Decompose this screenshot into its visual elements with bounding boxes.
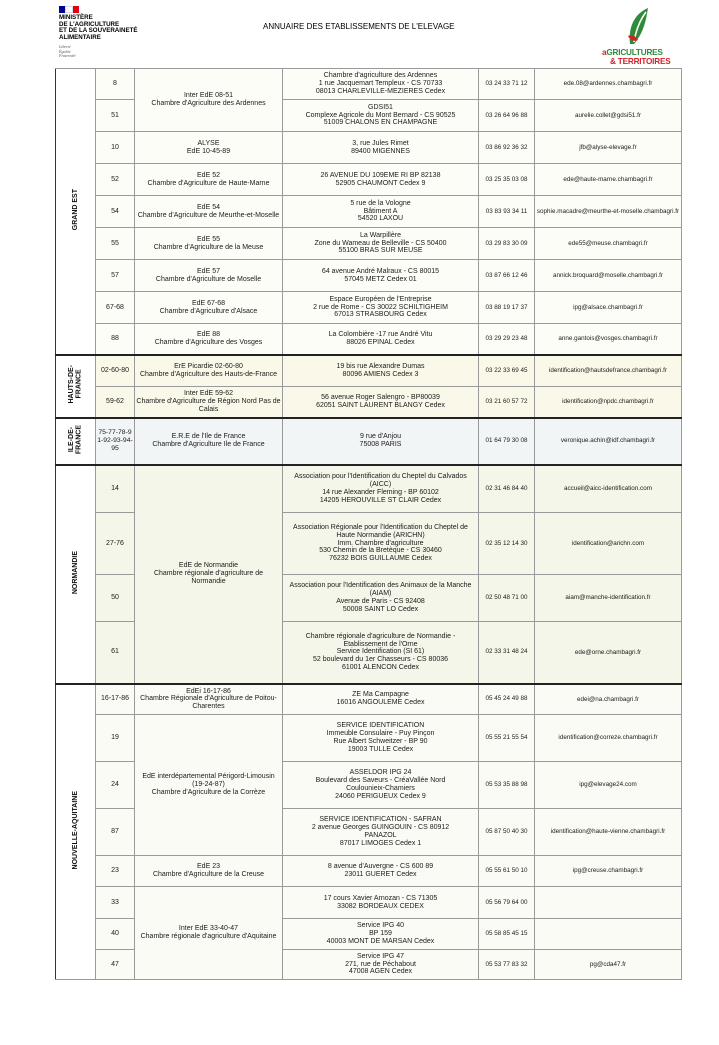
dept-cell: 27-76 [96, 513, 135, 575]
region-cell [56, 418, 96, 465]
address-cell: 9 rue d'Anjou 75008 PARIS [283, 418, 479, 465]
establishment-cell: EdE 57 Chambre d'Agriculture de Moselle [135, 260, 283, 292]
dept-cell: 88 [96, 324, 135, 355]
address-cell: Chambre régionale d'agriculture de Normandie - Etablissement de l'Orne Service Identification (SI 61) 52 boulevard du 1er Chasseurs - CS 80036 61001 ALENCON Cedex [283, 622, 479, 684]
table-row [56, 465, 682, 513]
dept-cell: 59-62 [96, 387, 135, 418]
establishment-cell: ALYSE EdE 10-45-89 [135, 132, 283, 164]
establishments-table [55, 68, 682, 980]
email-cell[interactable] [535, 919, 682, 950]
address-cell: SERVICE IDENTIFICATION Immeuble Consulaire - Puy Pinçon Rue Albert Schweitzer - BP 90 19003 TULLE Cedex [283, 715, 479, 762]
email-cell[interactable]: identification@hautsdefrance.chambagri.fr [535, 355, 682, 387]
establishment-cell: EdE 52 Chambre d'Agriculture de Haute-Marne [135, 164, 283, 196]
table-row [56, 228, 682, 260]
phone-cell: 02 50 48 71 00 [479, 575, 535, 622]
email-cell[interactable]: aurelie.collet@gdsi51.fr [535, 100, 682, 132]
dept-cell: 61 [96, 622, 135, 684]
region-cell [56, 465, 96, 684]
email-cell[interactable]: ipg@alsace.chambagri.fr [535, 292, 682, 324]
establishment-cell: E.R.E de l'Ile de France Chambre d'Agriculture Ile de France [135, 418, 283, 465]
establishment-cell: Inter EdE 08-51 Chambre d'Agriculture des Ardennes [135, 69, 283, 132]
french-flag-icon [59, 6, 79, 13]
phone-cell: 03 25 35 03 08 [479, 164, 535, 196]
address-cell: 56 avenue Roger Salengro - BP80039 62051 SAINT LAURENT BLANGY Cedex [283, 387, 479, 418]
phone-cell: 03 24 33 71 12 [479, 69, 535, 100]
email-cell[interactable]: ede@haute-marne.chambagri.fr [535, 164, 682, 196]
table-row [56, 684, 682, 715]
agricultures-territoires-logo [598, 6, 676, 66]
table-row [56, 887, 682, 919]
dept-cell: 23 [96, 856, 135, 887]
phone-cell: 02 31 46 84 40 [479, 465, 535, 513]
dept-cell: 75-77-78-91-92-93-94-95 [96, 418, 135, 465]
table-row [56, 387, 682, 418]
phone-cell: 05 53 35 88 98 [479, 762, 535, 809]
establishment-cell: EdE 67-68 Chambre d'Agriculture d'Alsace [135, 292, 283, 324]
phone-cell: 03 86 92 36 32 [479, 132, 535, 164]
region-label: ILE-DE- FRANCE [68, 425, 83, 455]
dept-cell: 02-60-80 [96, 355, 135, 387]
dept-cell: 51 [96, 100, 135, 132]
email-cell[interactable]: ipg@creuse.chambagri.fr [535, 856, 682, 887]
dept-cell: 19 [96, 715, 135, 762]
table-row [56, 292, 682, 324]
address-cell: GDSI51 Complexe Agricole du Mont Bernard - CS 90525 51009 CHALONS EN CHAMPAGNE [283, 100, 479, 132]
dept-cell: 67-68 [96, 292, 135, 324]
dept-cell: 10 [96, 132, 135, 164]
address-cell: Association pour l'Identification du Cheptel du Calvados (AICC) 14 rue Alexander Fleming - BP 60102 14205 HEROUVILLE ST CLAIR Cedex [283, 465, 479, 513]
establishment-cell: EdE 54 Chambre d'Agriculture de Meurthe-et-Moselle [135, 196, 283, 228]
email-cell[interactable]: ede55@meuse.chambagri.fr [535, 228, 682, 260]
phone-cell: 03 29 83 30 09 [479, 228, 535, 260]
region-label: GRAND EST [71, 189, 79, 231]
address-cell: Association Régionale pour l'Identification du Cheptel de Haute Normandie (ARICHN) Imm. Chambre d'agriculture 530 Chemin de la Bretèque - CS 30460 76232 BOIS GUILLAUME Cedex [283, 513, 479, 575]
email-cell[interactable]: ede.08@ardennes.chambagri.fr [535, 69, 682, 100]
address-cell: 3, rue Jules Rimet 89400 MIGENNES [283, 132, 479, 164]
page-header [0, 0, 719, 68]
region-label: NOUVELLE-AQUITAINE [71, 791, 79, 870]
address-cell: Espace Européen de l'Entreprise 2 rue de Rome - CS 30022 SCHILTIGHEIM 67013 STRASBOURG Cedex [283, 292, 479, 324]
establishment-cell: EdE interdépartemental Périgord-Limousin (19-24-87) Chambre d'Agriculture de la Corrèze [135, 715, 283, 856]
phone-cell: 05 53 77 83 32 [479, 950, 535, 980]
address-cell: Chambre d'agriculture des Ardennes 1 rue Jacquemart Templeux - CS 70733 08013 CHARLEVILLE-MEZIERES Cedex [283, 69, 479, 100]
phone-cell: 05 58 85 45 15 [479, 919, 535, 950]
establishment-cell: EdEi 16-17-86 Chambre Régionale d'Agriculture de Poitou-Charentes [135, 684, 283, 715]
phone-cell: 03 21 60 57 72 [479, 387, 535, 418]
establishment-cell: EdE de Normandie Chambre régionale d'agriculture de Normandie [135, 465, 283, 684]
phone-cell: 02 35 12 14 30 [479, 513, 535, 575]
address-cell: 17 cours Xavier Arnozan - CS 71305 33082 BORDEAUX CEDEX [283, 887, 479, 919]
dept-cell: 50 [96, 575, 135, 622]
phone-cell: 05 56 79 64 00 [479, 887, 535, 919]
dept-cell: 16-17-86 [96, 684, 135, 715]
dept-cell: 40 [96, 919, 135, 950]
email-cell[interactable]: edei@na.chambagri.fr [535, 684, 682, 715]
region-cell [56, 355, 96, 418]
table-row [56, 164, 682, 196]
establishment-cell: Inter EdE 33-40-47 Chambre régionale d'agriculture d'Aquitaine [135, 887, 283, 980]
phone-cell: 01 64 79 30 08 [479, 418, 535, 465]
phone-cell: 05 55 61 50 10 [479, 856, 535, 887]
table-row [56, 69, 682, 100]
dept-cell: 24 [96, 762, 135, 809]
dept-cell: 52 [96, 164, 135, 196]
table-row [56, 418, 682, 465]
logo-line-1: aGRICULTURES [602, 48, 663, 57]
establishment-cell: Inter EdE 59-62 Chambre d'Agriculture de Région Nord Pas de Calais [135, 387, 283, 418]
leaf-icon [626, 6, 652, 46]
table-row [56, 196, 682, 228]
address-cell: La Warpillère Zone du Wameau de Belleville - CS 50400 55100 BRAS SUR MEUSE [283, 228, 479, 260]
address-cell: 64 avenue André Malraux - CS 80015 57045 METZ Cedex 01 [283, 260, 479, 292]
dept-cell: 14 [96, 465, 135, 513]
email-cell[interactable]: identification@correze.chambagri.fr [535, 715, 682, 762]
address-cell: 19 bis rue Alexandre Dumas 80096 AMIENS Cedex 3 [283, 355, 479, 387]
dept-cell: 33 [96, 887, 135, 919]
address-cell: Association pour l'Identification des Animaux de la Manche (AIAM) Avenue de Paris - CS 92408 50008 SAINT LO Cedex [283, 575, 479, 622]
region-label: NORMANDIE [71, 551, 79, 595]
phone-cell: 03 22 33 69 45 [479, 355, 535, 387]
email-cell[interactable] [535, 887, 682, 919]
dept-cell: 47 [96, 950, 135, 980]
dept-cell: 54 [96, 196, 135, 228]
address-cell: ASSELDOR IPG 24 Boulevard des Saveurs - CréaVallée Nord Coulounieix-Chamiers 24060 PERIGUEUX Cedex 9 [283, 762, 479, 809]
establishment-cell: EdE 55 Chambre d'Agriculture de la Meuse [135, 228, 283, 260]
dept-cell: 8 [96, 69, 135, 100]
email-cell[interactable]: sophie.macadre@meurthe-et-moselle.chambagri.fr [535, 196, 682, 228]
table-row [56, 132, 682, 164]
address-cell: 5 rue de la Vologne Bâtiment A 54520 LAXOU [283, 196, 479, 228]
establishment-cell: EdE 88 Chambre d'Agriculture des Vosges [135, 324, 283, 355]
region-cell [56, 69, 96, 355]
email-cell[interactable]: ipg@elevage24.com [535, 762, 682, 809]
email-cell[interactable]: pg@cda47.fr [535, 950, 682, 980]
table-row [56, 856, 682, 887]
document-title: ANNUAIRE DES ETABLISSEMENTS DE L'ELEVAGE [263, 22, 455, 31]
region-cell [56, 684, 96, 980]
phone-cell: 05 55 21 55 54 [479, 715, 535, 762]
dept-cell: 57 [96, 260, 135, 292]
address-cell: 8 avenue d'Auvergne - CS 600 89 23011 GUERET Cedex [283, 856, 479, 887]
table-row [56, 355, 682, 387]
email-cell[interactable]: accueil@aicc-identification.com [535, 465, 682, 513]
ministry-logo [57, 4, 147, 62]
phone-cell: 03 88 19 17 37 [479, 292, 535, 324]
phone-cell: 03 26 64 96 88 [479, 100, 535, 132]
table-row [56, 260, 682, 292]
address-cell: ZE Ma Campagne 16016 ANGOULEME Cedex [283, 684, 479, 715]
phone-cell: 03 29 29 23 48 [479, 324, 535, 355]
address-cell: 26 AVENUE DU 109EME RI BP 82138 52905 CHAUMONT Cedex 9 [283, 164, 479, 196]
email-cell[interactable]: jfb@alyse-elevage.fr [535, 132, 682, 164]
logo-line-2: & TERRITOIRES [610, 57, 671, 66]
email-cell[interactable]: identification@npdc.chambagri.fr [535, 387, 682, 418]
email-cell[interactable]: identification@arichn.com [535, 513, 682, 575]
address-cell: Service IPG 40 BP 159 40003 MONT DE MARSAN Cedex [283, 919, 479, 950]
email-cell[interactable]: anne.gantois@vosges.chambagri.fr [535, 324, 682, 355]
email-cell[interactable]: aiam@manche-identification.fr [535, 575, 682, 622]
table-row [56, 715, 682, 762]
email-cell[interactable]: identification@haute-vienne.chambagri.fr [535, 809, 682, 856]
address-cell: La Colombière -17 rue André Vitu 88026 EPINAL Cedex [283, 324, 479, 355]
dept-cell: 87 [96, 809, 135, 856]
dept-cell: 55 [96, 228, 135, 260]
phone-cell: 05 87 50 40 30 [479, 809, 535, 856]
address-cell: Service IPG 47 271, rue de Péchabout 47008 AGEN Cedex [283, 950, 479, 980]
phone-cell: 05 45 24 49 88 [479, 684, 535, 715]
establishment-cell: ErE Picardie 02-60-80 Chambre d'Agriculture des Hauts-de-France [135, 355, 283, 387]
phone-cell: 03 83 93 34 11 [479, 196, 535, 228]
email-cell[interactable]: annick.broquard@moselle.chambagri.fr [535, 260, 682, 292]
email-cell[interactable]: veronique.achin@idf.chambagri.fr [535, 418, 682, 465]
phone-cell: 03 87 66 12 46 [479, 260, 535, 292]
phone-cell: 02 33 31 48 24 [479, 622, 535, 684]
email-cell[interactable]: ede@orne.chambagri.fr [535, 622, 682, 684]
republic-motto: Liberté Égalité Fraternité [59, 44, 76, 58]
region-label: HAUTS-DE- FRANCE [68, 365, 83, 404]
table-row [56, 324, 682, 355]
establishment-cell: EdE 23 Chambre d'Agriculture de la Creuse [135, 856, 283, 887]
address-cell: SERVICE IDENTIFICATION - SAFRAN 2 avenue Georges GUINGOUIN - CS 80912 PANAZOL 87017 LIMOGES Cedex 1 [283, 809, 479, 856]
ministry-name: MINISTÈRE DE L'AGRICULTURE ET DE LA SOUVERAINETÉ ALIMENTAIRE [59, 14, 138, 41]
